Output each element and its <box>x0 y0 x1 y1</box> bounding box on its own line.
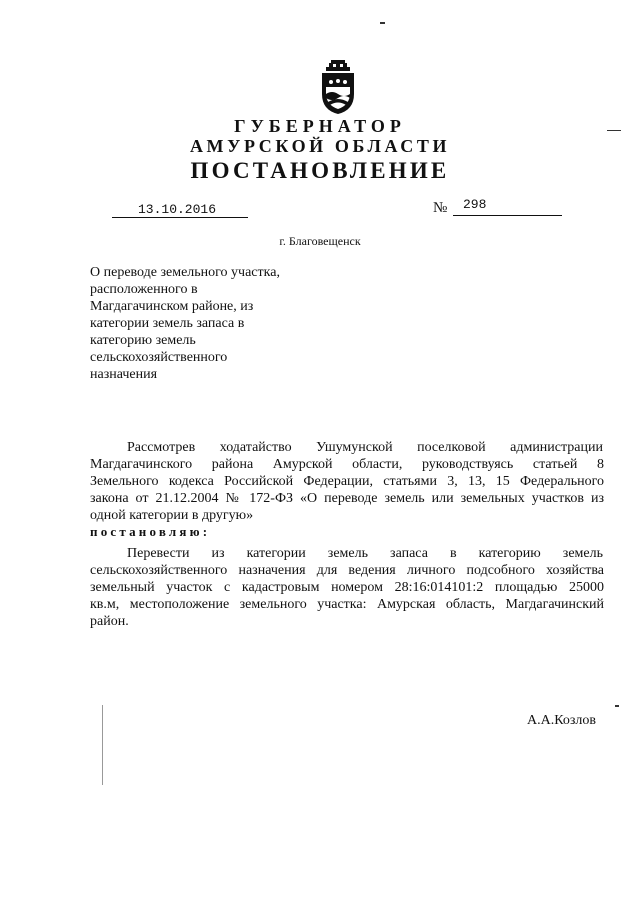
scan-mark <box>607 130 621 131</box>
region-title: АМУРСКОЙ ОБЛАСТИ <box>189 136 451 156</box>
subject-line: Магдагачинском районе, из <box>90 299 254 314</box>
body-line: Перевести из категории земель запаса в категорию земель <box>127 546 603 561</box>
body-line: Земельного кодекса Российской Федерации, статьями 3, 13, 15 Федерального <box>90 474 604 489</box>
body-line: Рассмотрев ходатайство Ушумунской поселковой администрации <box>127 440 603 455</box>
decree-word: постановляю: <box>90 524 211 539</box>
subject-line: назначения <box>90 367 158 382</box>
signature-name: А.А.Козлов <box>527 713 596 728</box>
city-name: г. Благовещенск <box>279 234 361 248</box>
scan-mark <box>102 705 103 785</box>
document-date: 13.10.2016 <box>138 202 217 217</box>
body-line: кв.м, местоположение земельного участка: Амурская область, Магдагачинский <box>90 597 604 612</box>
body-line: земельный участок с кадастровым номером 28:16:014101:2 площадью 25000 <box>90 580 604 595</box>
scan-mark <box>380 22 385 24</box>
document-type-title: ПОСТАНОВЛЕНИЕ <box>190 158 450 183</box>
date-underline <box>112 217 248 218</box>
number-underline <box>453 215 562 216</box>
body-line: сельскохозяйственного назначения для ведения личного подсобного хозяйства <box>90 563 604 578</box>
scan-mark <box>615 705 619 707</box>
coat-of-arms-emblem <box>318 60 358 114</box>
subject-line: расположенного в <box>90 282 198 297</box>
body-line: закона от 21.12.2004 № 172-ФЗ «О переводе земель или земельных участков из <box>90 491 604 506</box>
number-label: № <box>433 200 448 216</box>
subject-line: сельскохозяйственного <box>90 350 228 365</box>
document-subject <box>90 264 350 383</box>
subject-line: О переводе земельного участка, <box>90 265 280 280</box>
governor-title: ГУБЕРНАТОР <box>234 116 406 136</box>
subject-line: категории земель запаса в <box>90 316 245 331</box>
body-line: Магдагачинского района Амурской области, руководствуясь статьей 8 <box>90 457 604 472</box>
body-line: район. <box>90 614 129 629</box>
subject-line: категорию земель <box>90 333 196 348</box>
document-number: 298 <box>463 197 487 212</box>
body-line: одной категории в другую» <box>90 508 254 523</box>
